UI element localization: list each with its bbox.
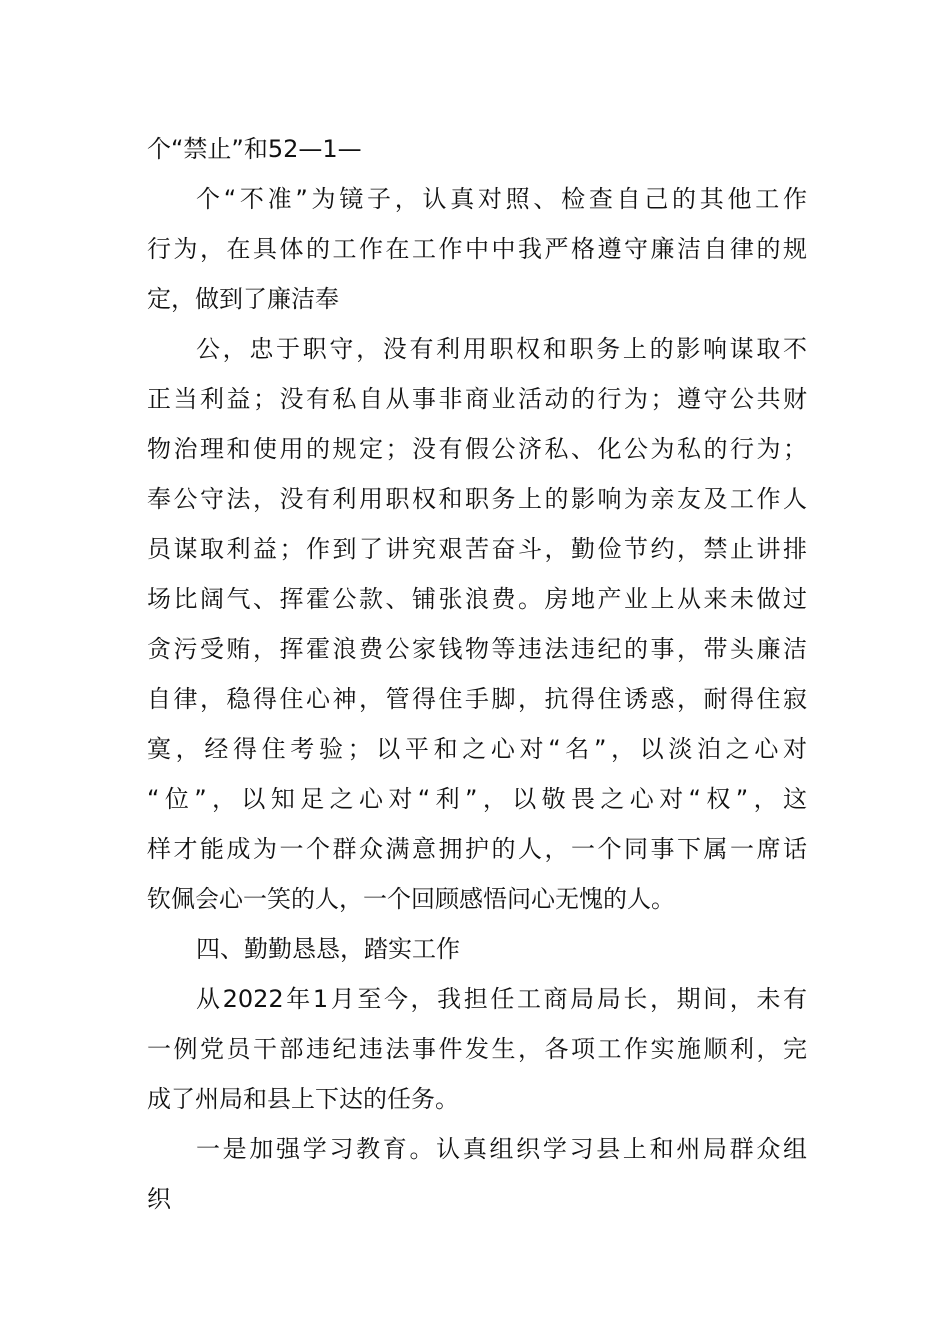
- text-line-9: 员谋取利益；作到了讲究艰苦奋斗，勤俭节约，禁止讲排: [147, 535, 807, 563]
- text-line-18: 从2022年1月至今，我担任工商局局长，期间，未有: [196, 985, 807, 1013]
- text-line-2: 个“不准”为镜子，认真对照、检查自己的其他工作: [196, 185, 807, 213]
- text-line-15: 样才能成为一个群众满意拥护的人，一个同事下属一席话: [147, 835, 807, 863]
- text-line-1: 个“禁止”和52—1—: [147, 135, 362, 163]
- text-line-16: 钦佩会心一笑的人，一个回顾感悟问心无愧的人。: [147, 885, 675, 913]
- text-line-5: 公，忠于职守，没有利用职权和职务上的影响谋取不: [196, 335, 807, 363]
- text-line-3: 行为，在具体的工作在工作中中我严格遵守廉洁自律的规: [147, 235, 807, 263]
- text-line-11: 贪污受贿，挥霍浪费公家钱物等违法违纪的事，带头廉洁: [147, 635, 807, 663]
- text-line-21: 一是加强学习教育。认真组织学习县上和州局群众组: [196, 1135, 807, 1163]
- text-line-12: 自律，稳得住心神，管得住手脚，抗得住诱惑，耐得住寂: [147, 685, 807, 713]
- text-line-13: 寞，经得住考验；以平和之心对“名”，以淡泊之心对: [147, 735, 807, 763]
- text-line-22: 织: [147, 1185, 171, 1213]
- section-heading: 四、勤勤恳恳，踏实工作: [196, 935, 460, 963]
- text-line-20: 成了州局和县上下达的任务。: [147, 1085, 459, 1113]
- text-line-10: 场比阔气、挥霍公款、铺张浪费。房地产业上从来未做过: [147, 585, 807, 613]
- text-line-6: 正当利益；没有私自从事非商业活动的行为；遵守公共财: [147, 385, 807, 413]
- text-line-19: 一例党员干部违纪违法事件发生，各项工作实施顺利，完: [147, 1035, 807, 1063]
- text-line-14: “位”，以知足之心对“利”，以敬畏之心对“权”，这: [147, 785, 807, 813]
- text-line-7: 物治理和使用的规定；没有假公济私、化公为私的行为；: [147, 435, 807, 463]
- text-line-8: 奉公守法，没有利用职权和职务上的影响为亲友及工作人: [147, 485, 807, 513]
- text-line-4: 定，做到了廉洁奉: [147, 285, 339, 313]
